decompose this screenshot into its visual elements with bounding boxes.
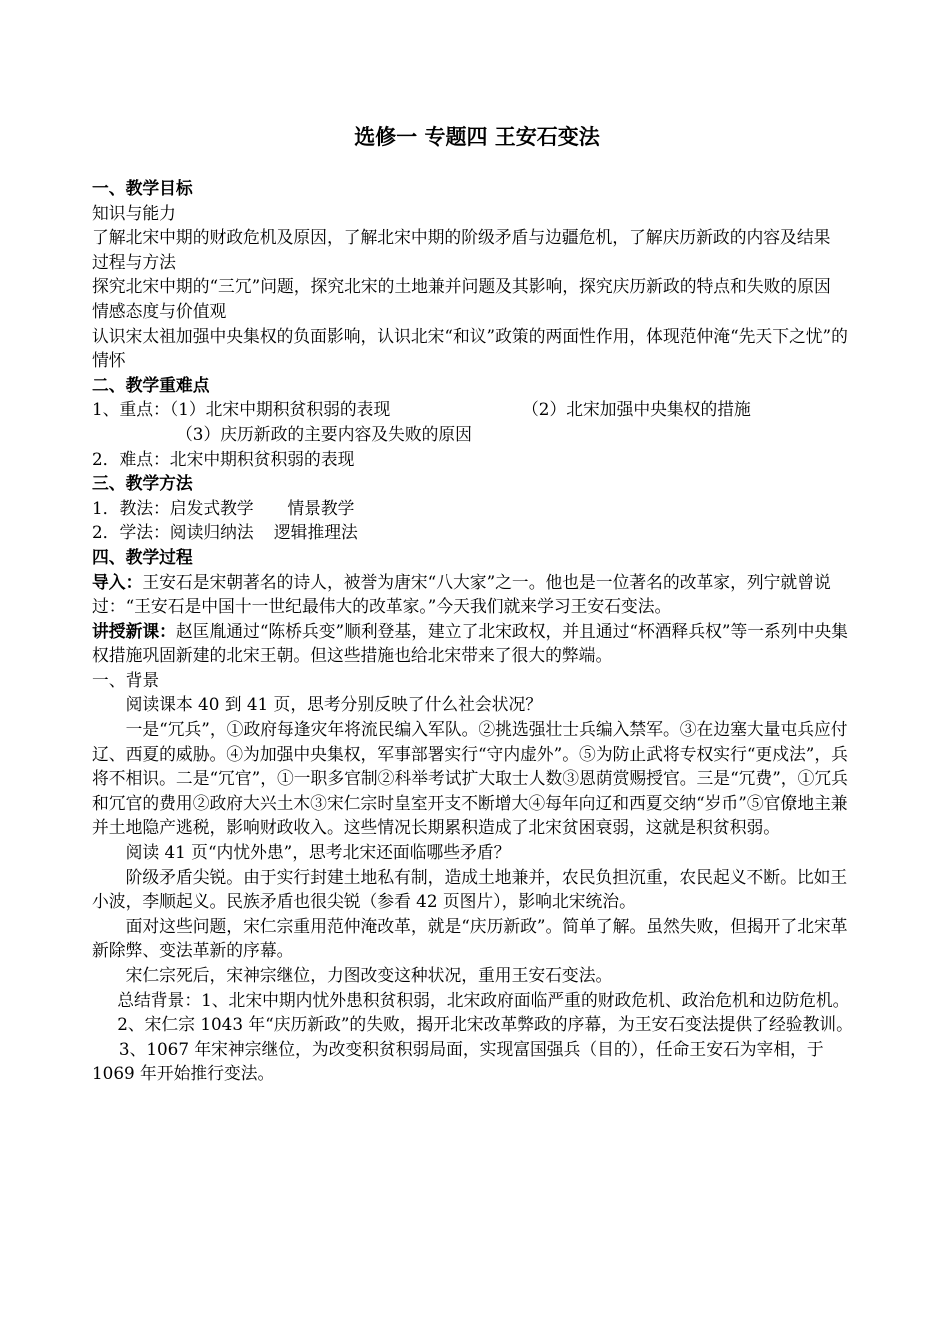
keypoint-1: 1、重点：（1）北宋中期积贫积弱的表现 [92, 399, 391, 420]
document-page [92, 118, 862, 1086]
label-process: 过程与方法 [92, 251, 176, 272]
paragraph: 宋仁宗死后，宋神宗继位，力图改变这种状况，重用王安石变法。 [125, 965, 613, 985]
text-emotion: 认识宋太祖加强中央集权的负面影响，认识北宋“和议”政策的两面性作用，体现范仲淹“先天下之忧”的情怀 [92, 325, 848, 371]
summary-paragraph: 3、1067 年宋神宗继位，为改变积贫积弱局面，实现富国强兵（目的），任命王安石为宰相，于 1069 年开始推行变法。 [92, 1038, 824, 1084]
difficulty: 2．难点：北宋中期积贫积弱的表现 [92, 448, 355, 469]
method-learning [92, 520, 862, 545]
text-knowledge: 了解北宋中期的财政危机及原因，了解北宋中期的阶级矛盾与边疆危机，了解庆历新政的内容及结果 [92, 227, 831, 248]
intro-label: 导入： [92, 571, 143, 592]
paragraph: 一是“冗兵”，①政府每逢灾年将流民编入军队。②挑选强壮士兵编入禁军。③在边塞大量屯兵应付辽、西夏的威胁。④为加强中央集权，军事部署实行“守内虚外”。⑤为防止武将专权实行“更戍法”，兵将不相识。二是“冗官”，①一职多官制②科举考试扩大取士人数③恩荫赏赐授官。三是“冗费”，①冗兵和冗官的费用②政府大兴土木③宋仁宗时皇室开支不断增大④每年向辽和西夏交纳“岁币”⑤官僚地主兼并土地隐产逃税，影响财政收入。这些情况长期累积造成了北宋贫困衰弱，这就是积贫积弱。 [92, 719, 848, 838]
summary-paragraph: 2、宋仁宗 1043 年“庆历新政”的失败，揭开北宋改革弊政的序幕，为王安石变法提供了经验教训。 [117, 1014, 853, 1035]
section-heading-keypoints: 二、教学重难点 [92, 374, 210, 395]
paragraph: 面对这些问题，宋仁宗重用范仲淹改革，就是“庆历新政”。简单了解。虽然失败，但揭开了北宋革新除弊、变法革新的序幕。 [92, 915, 848, 961]
paragraph: 阅读 41 页“内忧外患”，思考北宋还面临哪些矛盾？ [125, 842, 511, 863]
method-learning-2: 逻辑推理法 [273, 522, 358, 543]
method-learning-1: 2．学法：阅读归纳法 [92, 522, 254, 543]
section-heading-methods: 三、教学方法 [92, 473, 193, 494]
label-knowledge: 知识与能力 [92, 202, 176, 223]
page-title: 选修一 专题四 王安石变法 [354, 125, 600, 149]
label-emotion: 情感态度与价值观 [92, 300, 227, 321]
keypoints-row [92, 397, 862, 422]
keypoint-2: （2）北宋加强中央集权的措施 [522, 399, 751, 420]
new-lesson-paragraph [92, 619, 862, 668]
summary-paragraph: 总结背景：1、北宋中期内忧外患积贫积弱，北宋政府面临严重的财政危机、政治危机和边防危机。 [117, 989, 850, 1010]
new-lesson-label: 讲授新课： [92, 620, 176, 641]
paragraph: 阅读课本 40 到 41 页，思考分别反映了什么社会状况？ [125, 694, 543, 715]
method-teaching-1: 1．教法：启发式教学 [92, 497, 254, 518]
section-heading-process: 四、教学过程 [92, 546, 193, 567]
intro-paragraph [92, 570, 862, 619]
paragraph: 阶级矛盾尖锐。由于实行封建土地私有制，造成土地兼并，农民负担沉重，农民起义不断。比如王小波，李顺起义。民族矛盾也很尖锐（参看 42 页图片），影响北宋统治。 [92, 866, 848, 912]
intro-text: 王安石是宋朝著名的诗人，被誉为唐宋“八大家”之一。他也是一位著名的改革家，列宁就曾说过：“王安石是中国十一世纪最伟大的改革家。”今天我们就来学习王安石变法。 [92, 571, 831, 617]
method-teaching-2: 情景教学 [287, 497, 355, 518]
new-lesson-text: 赵匡胤通过“陈桥兵变”顺利登基，建立了北宋政权，并且通过“杯酒释兵权”等一系列中央集权措施巩固新建的北宋王朝。但这些措施也给北宋带来了很大的弊端。 [92, 620, 848, 666]
text-process: 探究北宋中期的“三冗”问题，探究北宋的土地兼并问题及其影响，探究庆历新政的特点和失败的原因 [92, 276, 831, 297]
section-heading-goals: 一、教学目标 [92, 178, 193, 198]
keypoint-3: （3）庆历新政的主要内容及失败的原因 [176, 423, 472, 444]
background-heading: 一、背景 [92, 669, 160, 690]
method-teaching [92, 496, 862, 521]
